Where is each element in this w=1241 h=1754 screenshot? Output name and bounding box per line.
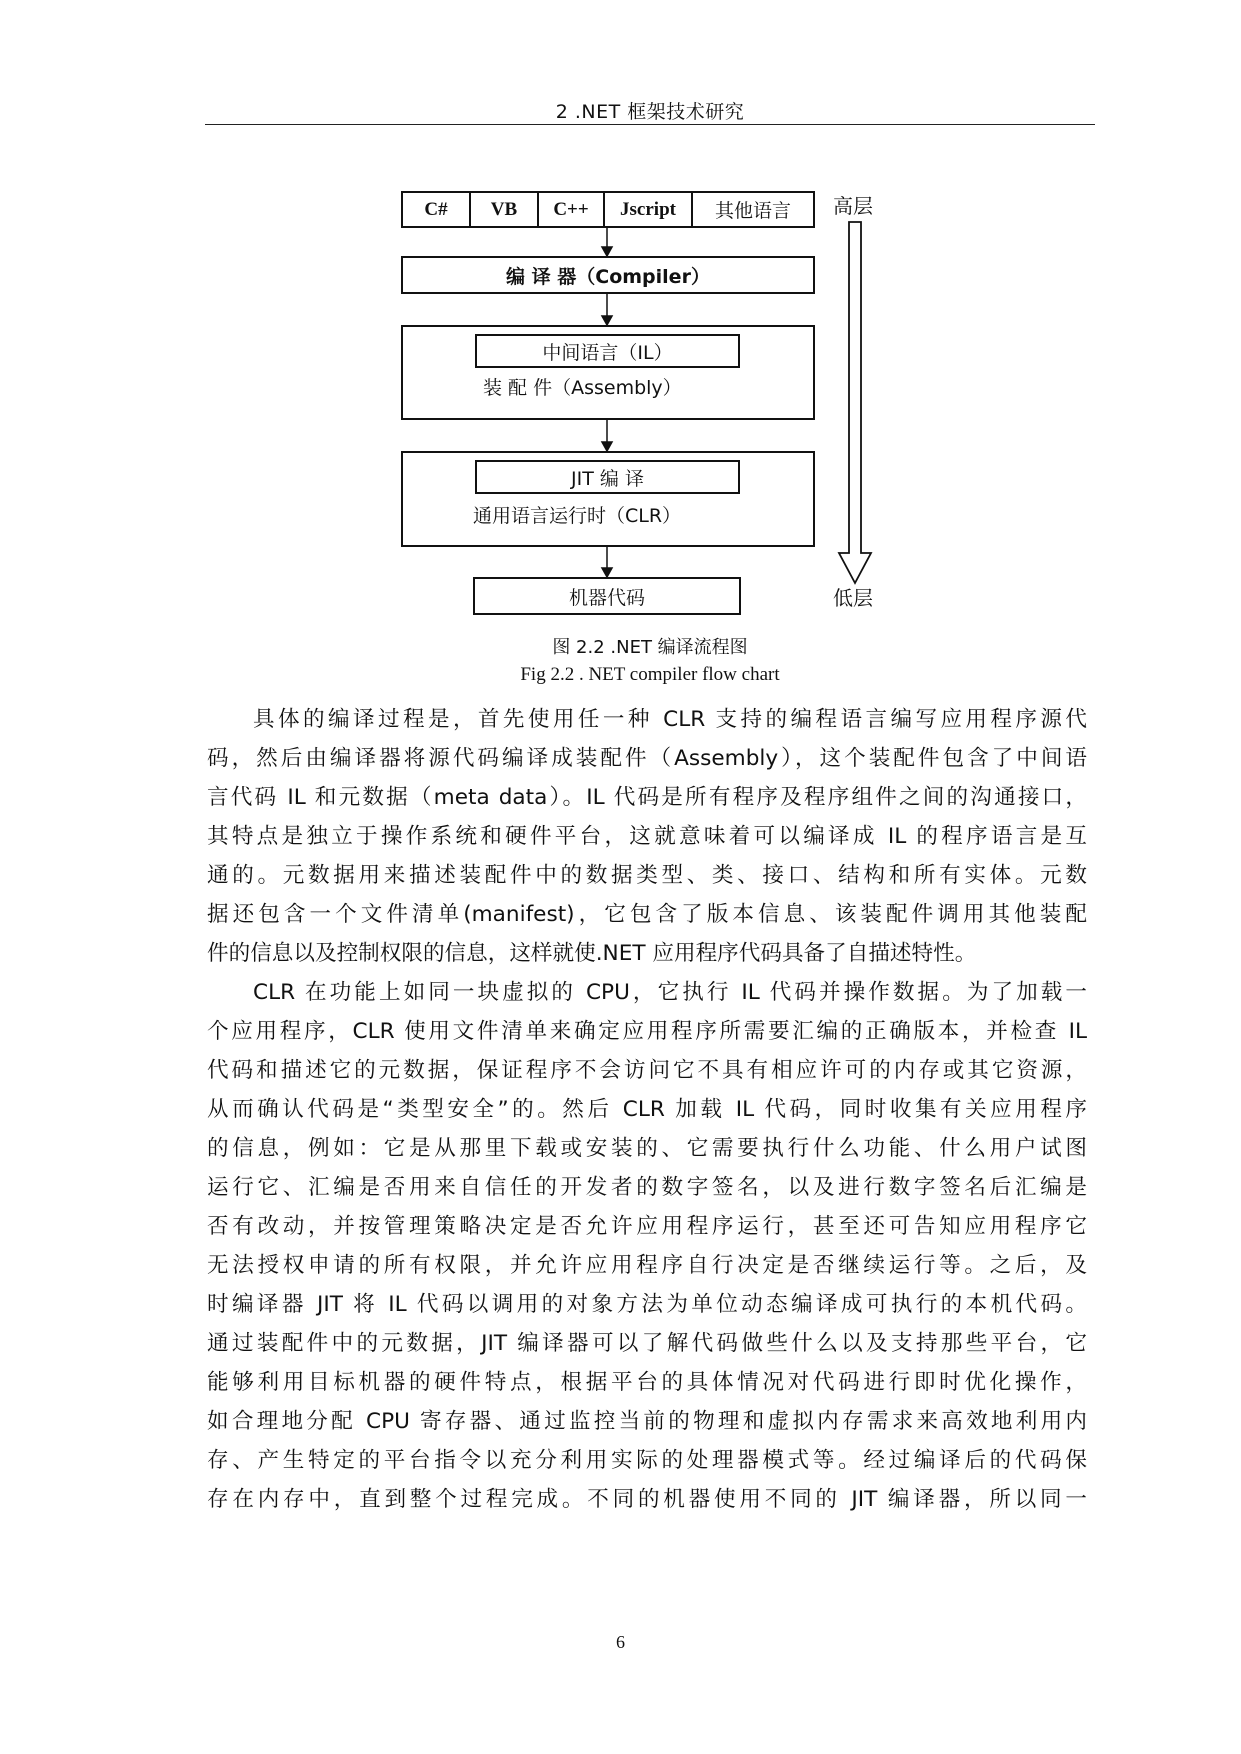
lang-vb: VB [490, 198, 518, 220]
text-line: 件的信息以及控制权限的信息，这样就使.NET 应用程序代码具备了自描述特性。 [207, 941, 977, 966]
text-line: 从而确认代码是“类型安全”的。然后 CLR 加载 IL 代码，同时收集有关应用程序 [207, 1097, 1087, 1122]
text-line: 否有改动，并按管理策略决定是否允许应用程序运行，甚至还可告知应用程序它 [207, 1214, 1087, 1239]
figure-caption-en: Fig 2.2 . NET compiler flow chart [520, 664, 780, 685]
il-label: 中间语言（IL） [542, 341, 673, 364]
text-line: 码，然后由编译器将源代码编译成装配件（Assembly），这个装配件包含了中间语 [207, 746, 1087, 771]
machine-code-label: 机器代码 [568, 586, 645, 609]
assembly-label: 装 配 件（Assembly） [483, 377, 682, 399]
text-line: 时编译器 JIT 将 IL 代码以调用的对象方法为单位动态编译成可执行的本机代码。 [207, 1292, 1087, 1317]
text-line: 通的。元数据用来描述装配件中的数据类型、类、接口、结构和所有实体。元数 [207, 863, 1087, 888]
page-number: 6 [616, 1632, 625, 1652]
text-line: 运行它、汇编是否用来自信任的开发者的数字签名，以及进行数字签名后汇编是 [207, 1175, 1087, 1200]
paragraph-2 [207, 973, 1087, 1519]
clr-label: 通用语言运行时（CLR） [473, 505, 682, 527]
text-line: 存在内存中，直到整个过程完成。不同的机器使用不同的 JIT 编译器，所以同一 [207, 1487, 1087, 1512]
text-line: 个应用程序，CLR 使用文件清单来确定应用程序所需要汇编的正确版本，并检查 IL [207, 1019, 1087, 1044]
text-line: CLR 在功能上如同一块虚拟的 CPU，它执行 IL 代码并操作数据。为了加载一 [253, 980, 1087, 1005]
flow-arrows [0, 0, 1241, 700]
compiler-label: 编 译 器（Compiler） [506, 265, 710, 288]
lang-csharp: C# [424, 198, 448, 220]
running-header: 2 .NET 框架技术研究 [555, 101, 745, 123]
lang-cpp: C++ [553, 198, 589, 220]
text-line: 通过装配件中的元数据，JIT 编译器可以了解代码做些什么以及支持那些平台，它 [207, 1331, 1087, 1356]
text-line: 代码和描述它的元数据，保证程序不会访问它不具有相应许可的内存或其它资源， [207, 1058, 1087, 1083]
text-line: 存、产生特定的平台指令以充分利用实际的处理器模式等。经过编译后的代码保 [207, 1448, 1087, 1473]
low-level-label: 低层 [833, 586, 873, 610]
figure-caption-cn: 图 2.2 .NET 编译流程图 [552, 637, 748, 658]
body-text [207, 700, 1087, 1519]
text-line: 其特点是独立于操作系统和硬件平台，这就意味着可以编译成 IL 的程序语言是互 [207, 824, 1087, 849]
jit-label: JIT 编 译 [571, 467, 644, 490]
paragraph-1 [207, 700, 1087, 973]
compile-flow-figure [0, 0, 1241, 700]
text-line: 无法授权申请的所有权限，并允许应用程序自行决定是否继续运行等。之后，及 [207, 1253, 1087, 1278]
text-line: 据还包含一个文件清单(manifest)，它包含了版本信息、该装配件调用其他装配 [207, 902, 1087, 927]
lang-other: 其他语言 [714, 200, 791, 222]
text-line: 具体的编译过程是，首先使用任一种 CLR 支持的编程语言编写应用程序源代 [253, 707, 1087, 732]
text-line: 能够利用目标机器的硬件特点，根据平台的具体情况对代码进行即时优化操作， [207, 1370, 1087, 1395]
text-line: 的信息，例如：它是从那里下载或安装的、它需要执行什么功能、什么用户试图 [207, 1136, 1087, 1161]
level-arrow [839, 222, 871, 583]
lang-jscript: Jscript [620, 198, 676, 220]
high-level-label: 高层 [833, 194, 873, 218]
text-line: 言代码 IL 和元数据（meta data）。IL 代码是所有程序及程序组件之间的沟通接口， [207, 785, 1087, 810]
text-line: 如合理地分配 CPU 寄存器、通过监控当前的物理和虚拟内存需求来高效地利用内 [207, 1409, 1087, 1434]
